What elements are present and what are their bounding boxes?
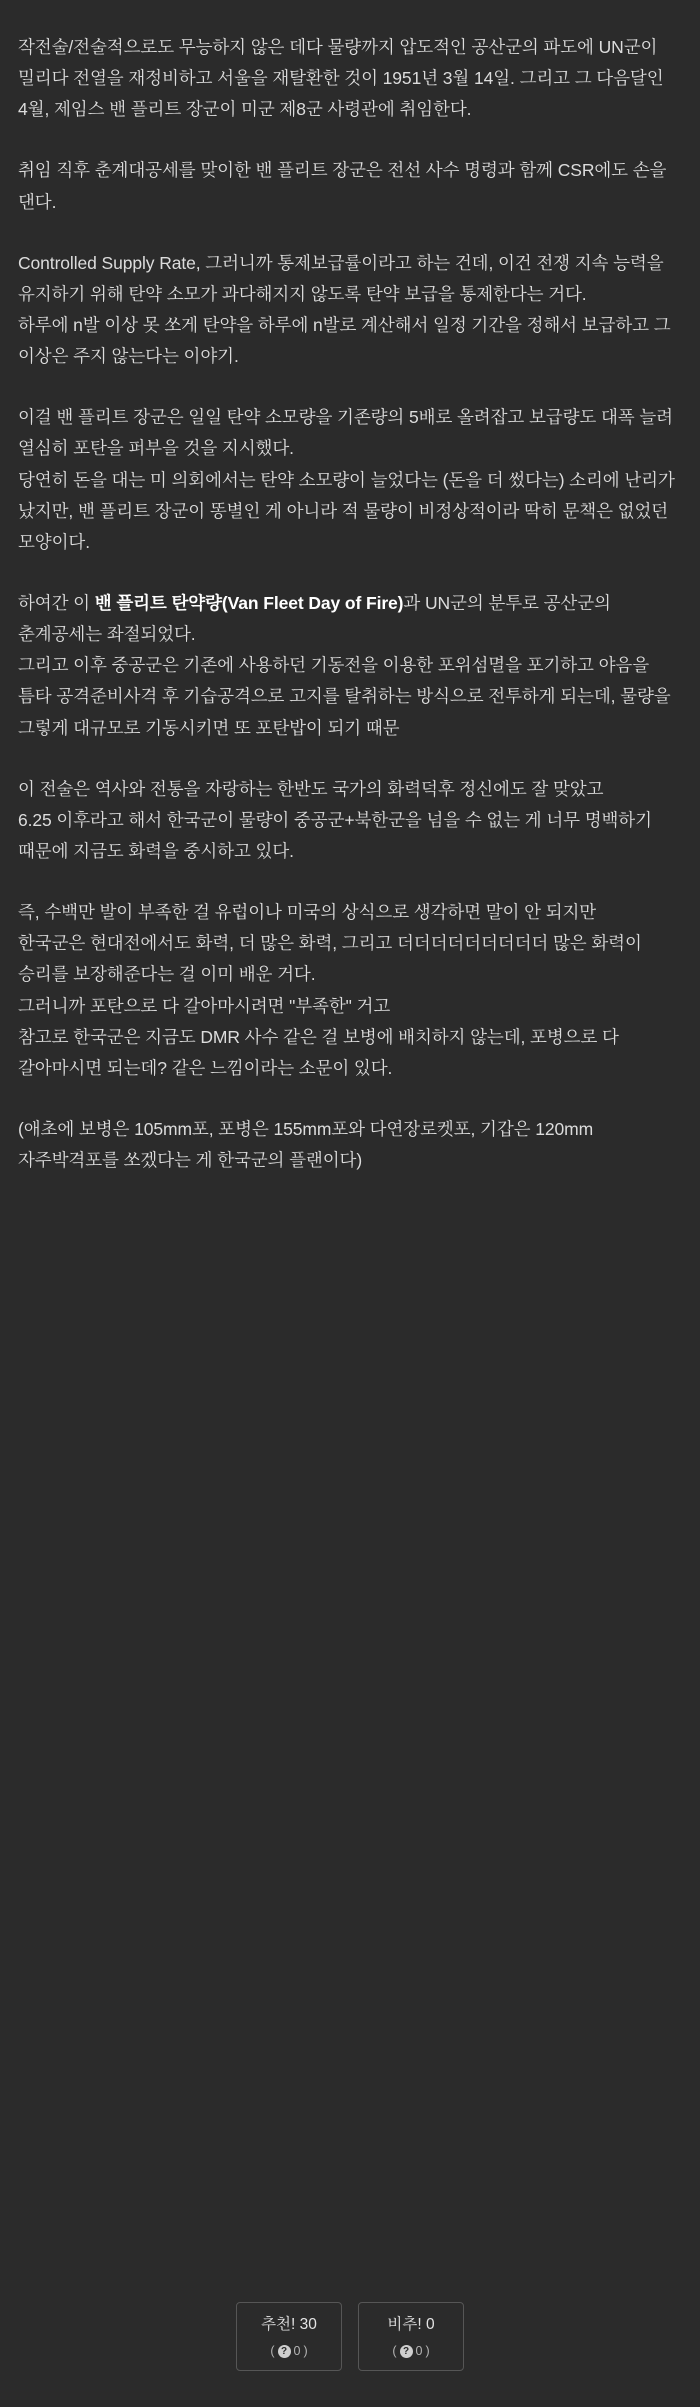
downvote-count: 0 bbox=[425, 2315, 435, 2333]
paragraph-highlighted: 하여간 이 밴 플리트 탄약량(Van Fleet Day of Fire)과 UN군의 분투로 공산군의 춘계공세는 좌절되었다. bbox=[18, 592, 611, 645]
paragraph: 당연히 돈을 대는 미 의회에서는 탄약 소모량이 늘었다는 (돈을 더 썼다는) 소리에 난리가 났지만, 밴 플리트 장군이 똥별인 게 아니라 적 물량이 비정상적이라 딱히 문책은 없었던 모양이다. bbox=[18, 469, 675, 552]
upvote-open-paren: ( bbox=[270, 2344, 275, 2358]
upvote-button[interactable] bbox=[236, 2302, 342, 2371]
paragraph: 한국군은 현대전에서도 화력, 더 많은 화력, 그리고 더더더더더더더더더 많은 화력이 승리를 보장해준다는 걸 이미 배운 거다. bbox=[18, 933, 642, 985]
paragraph: 이 전술은 역사와 전통을 자랑하는 한반도 국가의 화력덕후 정신에도 잘 맞았고 bbox=[18, 778, 604, 799]
question-mark-icon: ? bbox=[400, 2345, 413, 2358]
upvote-sub-count: 0 bbox=[293, 2344, 301, 2358]
article-body bbox=[18, 32, 682, 2262]
vote-bar bbox=[18, 2302, 682, 2407]
paragraph: 참고로 한국군은 지금도 DMR 사수 같은 걸 보병에 배치하지 않는데, 포병으로 다 갈아마시면 되는데? 같은 느낌이라는 소문이 있다. bbox=[18, 1026, 619, 1078]
paragraph: (애초에 보병은 105mm포, 포병은 155mm포와 다연장로켓포, 기갑은 120mm 자주박격포를 쏘겠다는 게 한국군의 플랜이다) bbox=[18, 1118, 594, 1171]
downvote-button[interactable] bbox=[358, 2302, 464, 2371]
paragraph: 이걸 밴 플리트 장군은 일일 탄약 소모량을 기존량의 5배로 올려잡고 보급량도 대폭 늘려 열심히 포탄을 퍼부을 것을 지시했다. bbox=[18, 407, 673, 459]
paragraph: 그러니까 포탄으로 다 갈아마시려면 "부족한" 거고 bbox=[18, 995, 391, 1016]
paragraph: 취임 직후 춘계대공세를 맞이한 밴 플리트 장군은 전선 사수 명령과 함께 CSR에도 손을 댄다. bbox=[18, 160, 667, 212]
upvote-label bbox=[243, 2315, 335, 2335]
question-mark-icon: ? bbox=[278, 2345, 291, 2358]
paragraph: 6.25 이후라고 해서 한국군이 물량이 중공군+북한군을 넘을 수 없는 게 너무 명백하기 때문에 지금도 화력을 중시하고 있다. bbox=[18, 809, 652, 861]
paragraph: Controlled Supply Rate, 그러니까 통제보급률이라고 하는 건데, 이건 전쟁 지속 능력을 유지하기 위해 탄약 소모가 과다해지지 않도록 탄약 보급을 통제한다는 거다. bbox=[18, 252, 664, 304]
downvote-text: 비추! bbox=[387, 2315, 422, 2333]
paragraph: 그리고 이후 중공군은 기존에 사용하던 기동전을 이용한 포위섬멸을 포기하고 야음을 틈타 공격준비사격 후 기습공격으로 고지를 탈취하는 방식으로 전투하게 되는데, 물량을 그렇게 대규모로 기동시키면 또 포탄밥이 되기 때문 bbox=[18, 655, 671, 738]
downvote-sub bbox=[365, 2344, 457, 2359]
upvote-text: 추천! bbox=[261, 2315, 296, 2333]
upvote-count: 30 bbox=[299, 2315, 317, 2333]
upvote-close-paren: ) bbox=[303, 2344, 308, 2358]
downvote-close-paren: ) bbox=[425, 2344, 430, 2358]
downvote-sub-count: 0 bbox=[415, 2344, 423, 2358]
paragraph: 즉, 수백만 발이 부족한 걸 유럽이나 미국의 상식으로 생각하면 말이 안 되지만 bbox=[18, 902, 597, 923]
downvote-label bbox=[365, 2315, 457, 2335]
paragraph: 하루에 n발 이상 못 쏘게 탄약을 하루에 n발로 계산해서 일정 기간을 정해서 보급하고 그 이상은 주지 않는다는 이야기. bbox=[18, 314, 671, 367]
upvote-sub bbox=[243, 2344, 335, 2359]
paragraph: 작전술/전술적으로도 무능하지 않은 데다 물량까지 압도적인 공산군의 파도에 UN군이 밀리다 전열을 재정비하고 서울을 재탈환한 것이 1951년 3월 14일. 그리고 그 다음달인 4월, 제임스 밴 플리트 장군이 미군 제8군 사령관에 취임한다. bbox=[18, 37, 664, 120]
downvote-open-paren: ( bbox=[392, 2344, 397, 2358]
